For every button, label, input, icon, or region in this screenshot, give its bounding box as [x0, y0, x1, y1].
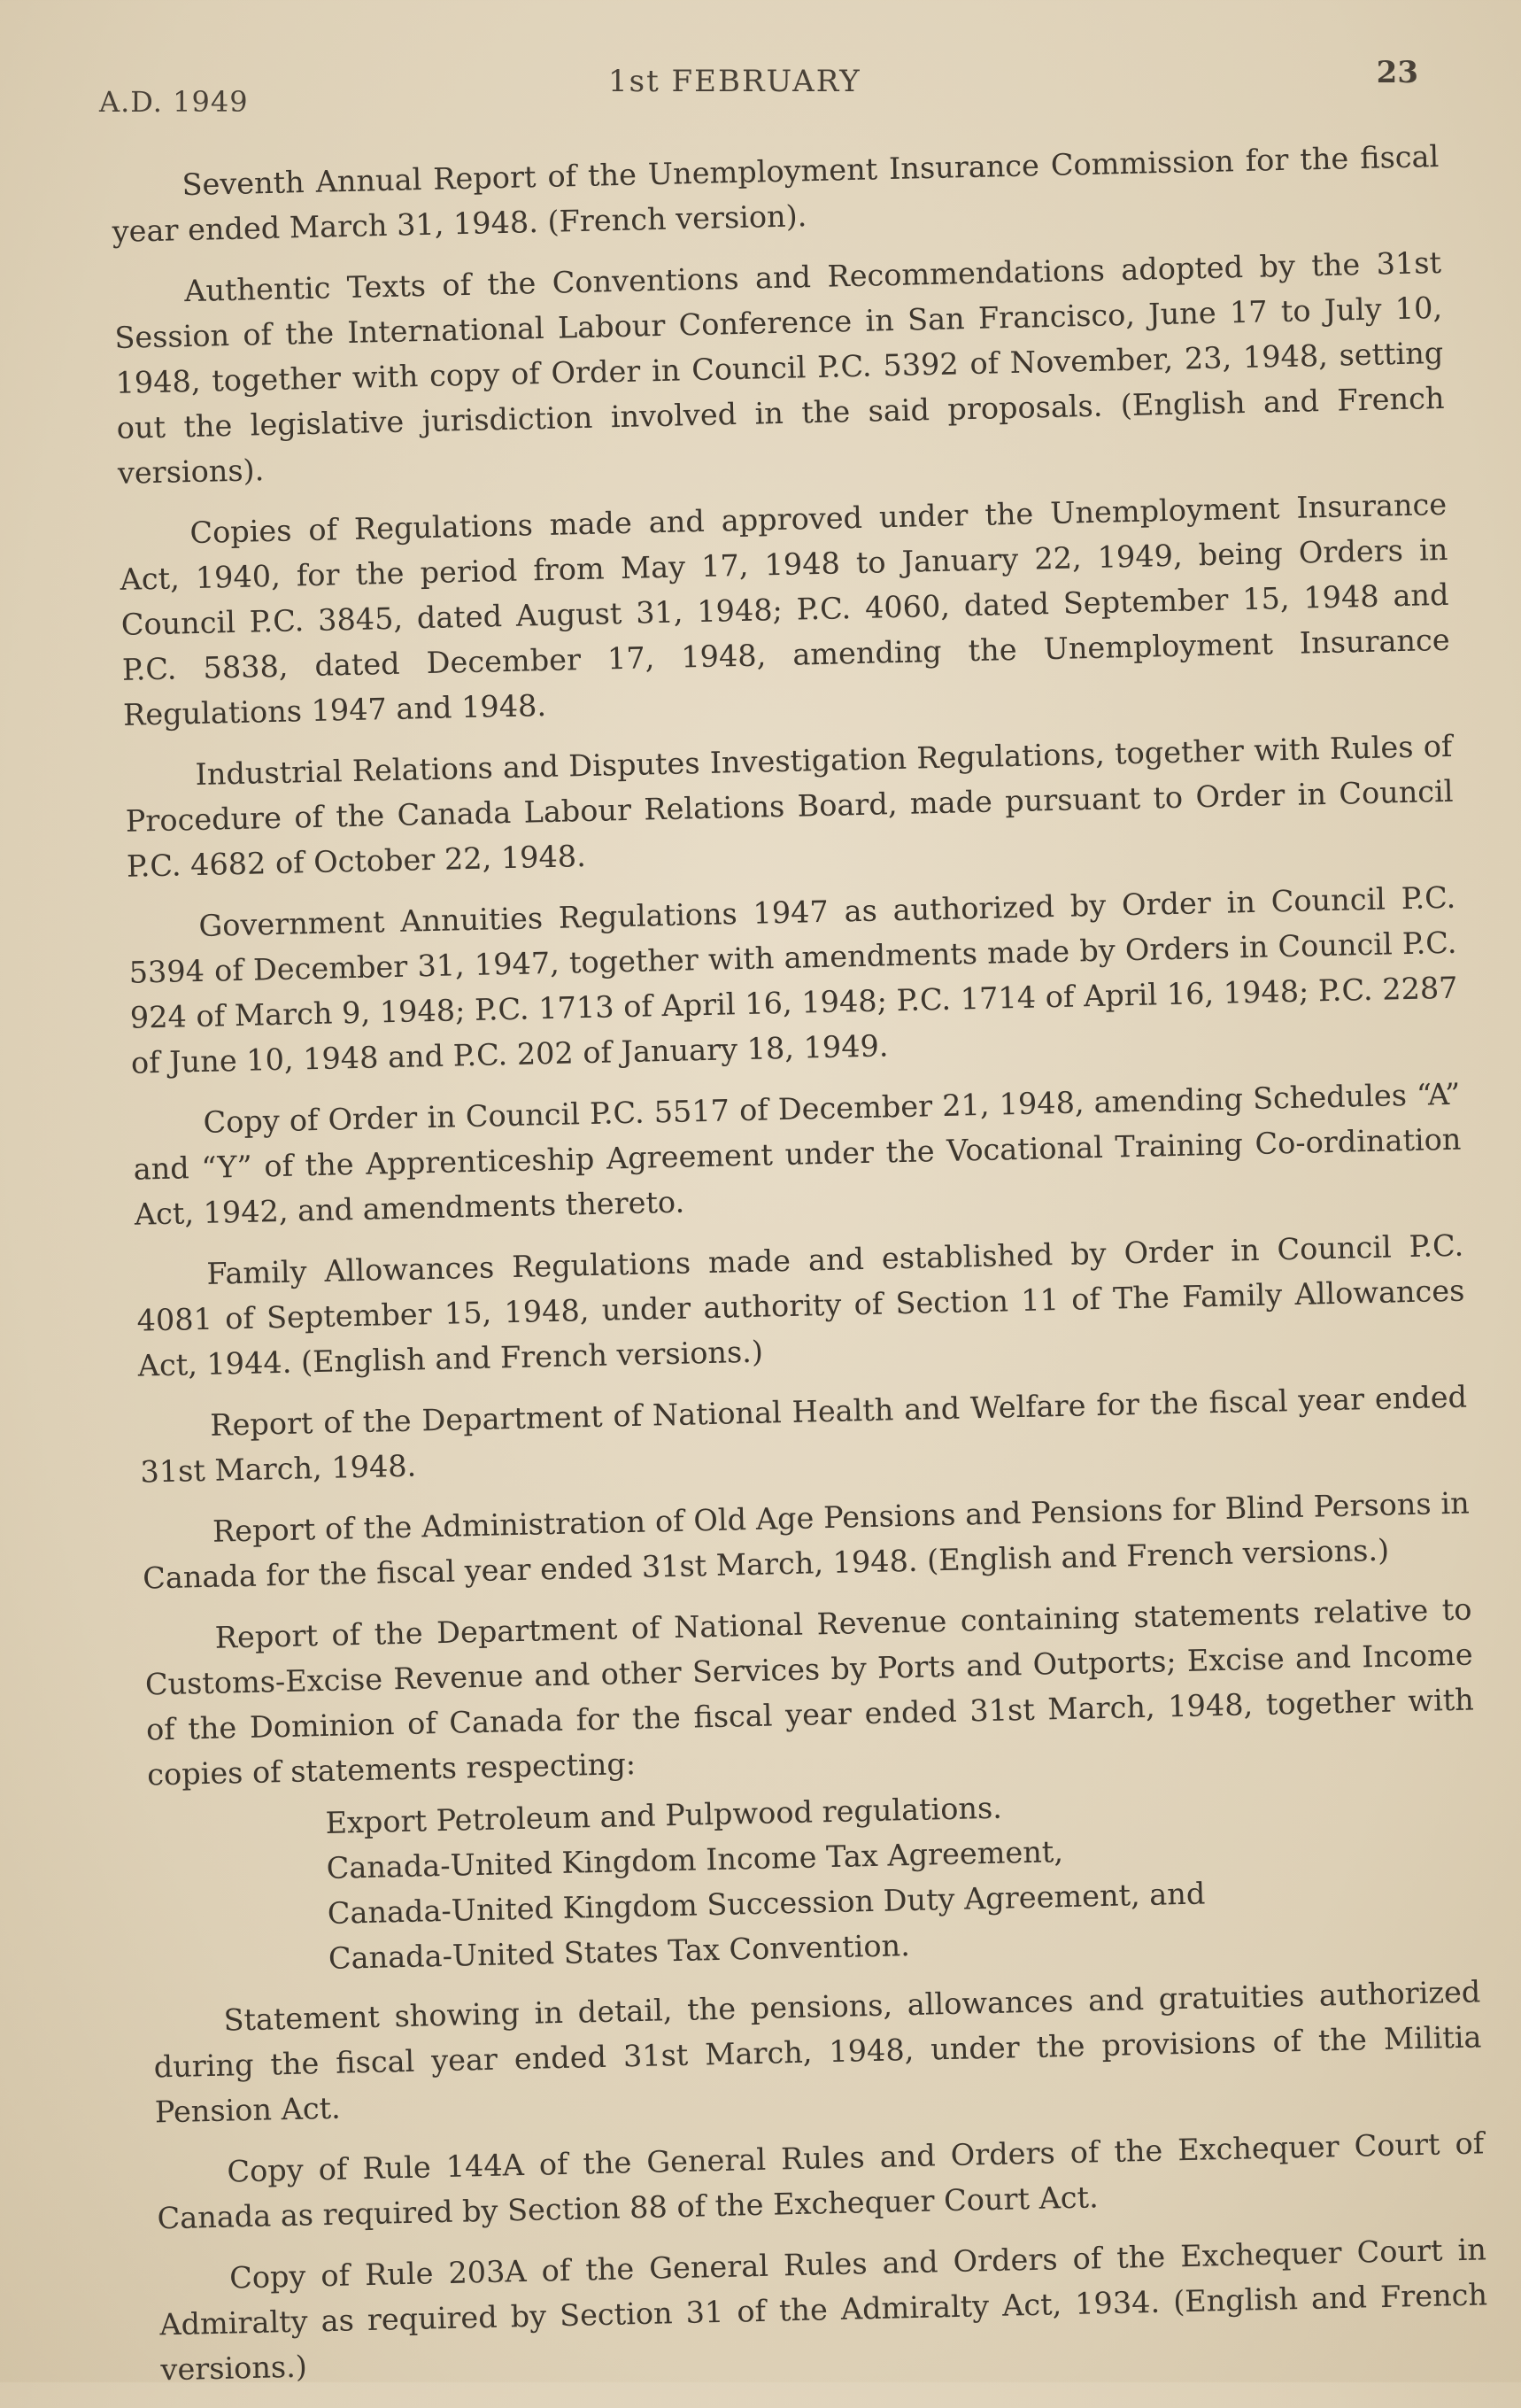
- paragraph: Industrial Relations and Disputes Investigation Regulations, together with Rules of Procedure of the Canada Labour Relations Board, made pursuant to Order in Council P.C. 4682 of October 22, 1948.: [125, 728, 1454, 884]
- statement-list: [325, 1774, 1479, 1980]
- paragraph: Government Annuities Regulations 1947 as authorized by Order in Council P.C. 5394 of December 31, 1947, together with amendments made by Orders in Council P.C. 924 of March 9, 1948; P.C. 1713 of April 16, 1948; P.C. 1714 of April 16, 1948; P.C. 2287 of June 10, 1948 and P.C. 202 of January 18, 1949.: [128, 879, 1458, 1080]
- paragraph: Copy of Rule 203A of the General Rules and Orders of the Exchequer Court in Admiralty as required by Section 31 of the Admiralty Act, 1934. (English and French versions.): [158, 2232, 1488, 2388]
- paragraph: Report of the Department of National Health and Welfare for the fiscal year ended 31st March, 1948.: [140, 1379, 1468, 1490]
- page-number: 23: [1376, 55, 1418, 90]
- paragraph: Copy of Order in Council P.C. 5517 of December 21, 1948, amending Schedules “A” and “Y” of the Apprenticeship Agreement under the Vocational Training Co-ordination Act, 1942, and amendments thereto.: [133, 1076, 1462, 1232]
- paragraph: Copy of Rule 144A of the General Rules and Orders of the Exchequer Court of Canada as required by Section 88 of the Exchequer Court Act.: [157, 2125, 1485, 2236]
- running-header: [99, 55, 1418, 119]
- document-body: [111, 134, 1489, 2408]
- paragraph: Family Allowances Regulations made and established by Order in Council P.C. 4081 of September 15, 1948, under authority of Section 11 of The Family Allowances Act, 1944. (English and French versions.): [136, 1227, 1465, 1383]
- paragraph: Statement showing in detail, the pensions, allowances and gratuities authorized during the fiscal year ended 31st March, 1948, under the provisions of the Militia Pension Act.: [153, 1974, 1482, 2130]
- paragraph: Copies of Regulations made and approved under the Unemployment Insurance Act, 1940, for the period from May 17, 1948 to January 22, 1949, being Orders in Council P.C. 3845, dated August 31, 1948; P.C. 4060, dated September 15, 1948 and P.C. 5838, dated December 17, 1948, amending the Unemployment Insurance Regulations 1947 and 1948.: [120, 486, 1451, 732]
- list-item: Canada-United States Tax Convention.: [328, 1928, 911, 1976]
- header-year: A.D. 1949: [99, 85, 249, 119]
- list-item: Canada-United Kingdom Succession Duty Agreement, and: [327, 1876, 1206, 1931]
- paragraph: Authentic Texts of the Conventions and Recommendations adopted by the 31st Session of the International Labour Conference in San Francisco, June 17 to July 10, 1948, together with copy of Order in Council P.C. 5392 of November, 23, 1948, setting out the legislative jurisdiction involved in the said proposals. (English and French versions).: [114, 244, 1445, 491]
- paragraph: Report of the Department of National Revenue containing statements relative to Customs-Excise Revenue and other Services by Ports and Outports; Excise and Income of the Dominion of Canada for the fiscal year ended 31st March, 1948, together with copies of statements respecting:: [144, 1591, 1475, 1792]
- header-date: 1st FEBRUARY: [608, 64, 861, 99]
- paragraph: Report of the Administration of Old Age Pensions and Pensions for Blind Persons in Canada for the fiscal year ended 31st March, 1948. (English and French versions.): [142, 1485, 1471, 1596]
- paragraph: Seventh Annual Report of the Unemployment Insurance Commission for the fiscal year ended March 31, 1948. (French version).: [112, 138, 1440, 249]
- list-item: Canada-United Kingdom Income Tax Agreement,: [326, 1834, 1064, 1885]
- list-item: Export Petroleum and Pulpwood regulations.: [325, 1790, 1003, 1840]
